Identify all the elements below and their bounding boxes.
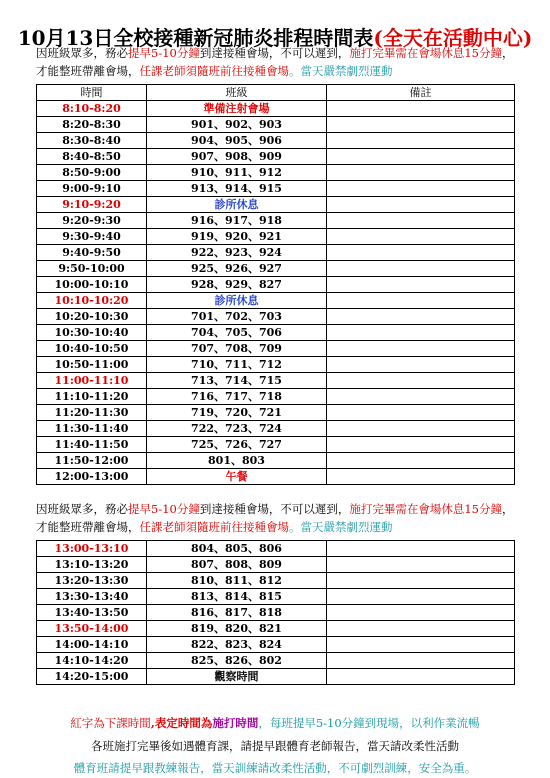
classes-cell: 725、726、727	[147, 437, 327, 453]
classes-cell: 919、920、921	[147, 229, 327, 245]
classes-cell: 707、708、709	[147, 341, 327, 357]
header-classes: 班級	[147, 85, 327, 101]
table-row	[37, 637, 515, 653]
time-cell: 9:20-9:30	[37, 213, 147, 229]
table-row	[37, 341, 515, 357]
notes-cell	[327, 149, 515, 165]
time-cell: 10:50-11:00	[37, 357, 147, 373]
table-row	[37, 293, 515, 309]
classes-cell: 819、820、821	[147, 621, 327, 637]
legend-red-text: 紅字為下課時間	[70, 716, 151, 730]
header-time: 時間	[37, 85, 147, 101]
schedule-table-am	[36, 84, 515, 485]
table-row	[37, 421, 515, 437]
classes-cell: 810、811、812	[147, 573, 327, 589]
classes-cell: 716、717、718	[147, 389, 327, 405]
classes-cell: 710、711、712	[147, 357, 327, 373]
notes-cell	[327, 453, 515, 469]
classes-cell: 診所休息	[147, 293, 327, 309]
classes-cell: 713、714、715	[147, 373, 327, 389]
table-row	[37, 197, 515, 213]
time-cell: 10:30-10:40	[37, 325, 147, 341]
notes-cell	[327, 405, 515, 421]
table-row	[37, 453, 515, 469]
table-row	[37, 405, 515, 421]
classes-cell: 916、917、918	[147, 213, 327, 229]
notice-highlight: 提早5-10分鐘	[128, 46, 200, 60]
time-cell: 8:30-8:40	[37, 133, 147, 149]
table-row	[37, 165, 515, 181]
time-cell: 9:00-9:10	[37, 181, 147, 197]
classes-cell: 913、914、915	[147, 181, 327, 197]
classes-cell: 準備注射會場	[147, 101, 327, 117]
notes-cell	[327, 293, 515, 309]
table-row	[37, 373, 515, 389]
time-cell: 11:50-12:00	[37, 453, 147, 469]
notice-warning: 。當天嚴禁劇烈運動	[289, 520, 393, 534]
title-location: (全天在活動中心)	[373, 26, 533, 50]
classes-cell: 928、929、827	[147, 277, 327, 293]
notes-cell	[327, 421, 515, 437]
time-cell: 10:00-10:10	[37, 277, 147, 293]
classes-cell: 925、926、927	[147, 261, 327, 277]
title-main: 10月13日全校接種新冠肺炎排程時間表	[17, 26, 374, 50]
notice-highlight: 施打完畢需在會場休息15分鐘	[349, 46, 502, 60]
classes-cell: 825、826、802	[147, 653, 327, 669]
notes-cell	[327, 669, 515, 685]
classes-cell: 816、817、818	[147, 605, 327, 621]
classes-cell: 診所休息	[147, 197, 327, 213]
schedule-table-pm	[36, 540, 515, 685]
table-row	[37, 589, 515, 605]
table-row	[37, 213, 515, 229]
table-row	[37, 149, 515, 165]
classes-cell: 901、902、903	[147, 117, 327, 133]
notes-cell	[327, 573, 515, 589]
time-cell: 9:30-9:40	[37, 229, 147, 245]
time-cell: 9:10-9:20	[37, 197, 147, 213]
notice-morning	[36, 44, 514, 80]
notes-cell	[327, 589, 515, 605]
notes-cell	[327, 389, 515, 405]
classes-cell: 910、911、912	[147, 165, 327, 181]
time-cell: 14:00-14:10	[37, 637, 147, 653]
time-cell: 8:20-8:30	[37, 117, 147, 133]
classes-cell: 807、808、809	[147, 557, 327, 573]
notes-cell	[327, 541, 515, 557]
time-cell: 13:30-13:40	[37, 589, 147, 605]
time-cell: 11:40-11:50	[37, 437, 147, 453]
table-row	[37, 541, 515, 557]
footer-legend	[0, 715, 550, 731]
time-cell: 8:40-8:50	[37, 149, 147, 165]
notes-cell	[327, 437, 515, 453]
notice-text: 因班級眾多，務必	[36, 46, 128, 60]
table-row	[37, 245, 515, 261]
time-cell: 13:20-13:30	[37, 573, 147, 589]
classes-cell: 804、805、806	[147, 541, 327, 557]
table-row	[37, 261, 515, 277]
classes-cell: 午餐	[147, 469, 327, 485]
notes-cell	[327, 605, 515, 621]
classes-cell: 922、923、924	[147, 245, 327, 261]
classes-cell: 701、702、703	[147, 309, 327, 325]
time-cell: 13:40-13:50	[37, 605, 147, 621]
notes-cell	[327, 357, 515, 373]
time-cell: 9:50-10:00	[37, 261, 147, 277]
classes-cell: 907、908、909	[147, 149, 327, 165]
notes-cell	[327, 133, 515, 149]
time-cell: 13:00-13:10	[37, 541, 147, 557]
table-row	[37, 229, 515, 245]
classes-cell: 觀察時間	[147, 669, 327, 685]
notes-cell	[327, 469, 515, 485]
notes-cell	[327, 181, 515, 197]
notice-text: 到達接種會場，不可以遲到，	[199, 502, 350, 516]
table-row	[37, 557, 515, 573]
time-cell: 14:20-15:00	[37, 669, 147, 685]
table-row	[37, 653, 515, 669]
legend-teal-text: ，每班提早5-10分鐘到現場，以利作業流暢	[258, 716, 480, 730]
classes-cell: 822、823、824	[147, 637, 327, 653]
time-cell: 9:40-9:50	[37, 245, 147, 261]
table-header-row	[37, 85, 515, 101]
table-row	[37, 669, 515, 685]
table-row	[37, 101, 515, 117]
table-row	[37, 389, 515, 405]
notice-highlight: 提早5-10分鐘	[128, 502, 200, 516]
table-row	[37, 621, 515, 637]
notes-cell	[327, 653, 515, 669]
table-row	[37, 437, 515, 453]
classes-cell: 722、723、724	[147, 421, 327, 437]
notes-cell	[327, 245, 515, 261]
time-cell: 11:00-11:10	[37, 373, 147, 389]
notes-cell	[327, 637, 515, 653]
header-notes: 備註	[327, 85, 515, 101]
notes-cell	[327, 373, 515, 389]
classes-cell: 801、803	[147, 453, 327, 469]
table-row	[37, 469, 515, 485]
table-row	[37, 133, 515, 149]
notes-cell	[327, 621, 515, 637]
classes-cell: 813、814、815	[147, 589, 327, 605]
time-cell: 11:20-11:30	[37, 405, 147, 421]
classes-cell: 719、720、721	[147, 405, 327, 421]
notes-cell	[327, 117, 515, 133]
table-row	[37, 309, 515, 325]
notes-cell	[327, 197, 515, 213]
table-row	[37, 357, 515, 373]
time-cell: 14:10-14:20	[37, 653, 147, 669]
classes-cell: 704、705、706	[147, 325, 327, 341]
notes-cell	[327, 325, 515, 341]
footer-pe-class-note: 各班施打完畢後如遇體育課，請提早跟體育老師報告，當天請改柔性活動	[91, 739, 459, 753]
notice-text: ，才能整班帶離會場，	[36, 502, 514, 534]
legend-purple-text: 施打時間	[212, 716, 259, 730]
notes-cell	[327, 261, 515, 277]
table-row	[37, 325, 515, 341]
notice-highlight: 任課老師須隨班前往接種會場	[139, 64, 289, 78]
time-cell: 10:10-10:20	[37, 293, 147, 309]
time-cell: 12:00-13:00	[37, 469, 147, 485]
notes-cell	[327, 341, 515, 357]
footer-pe-team-note: 體育班請提早跟教練報告，當天訓練請改柔性活動，不可劇烈訓練，安全為重。	[73, 761, 477, 775]
time-cell: 11:10-11:20	[37, 389, 147, 405]
time-cell: 13:50-14:00	[37, 621, 147, 637]
notice-highlight: 施打完畢需在會場休息15分鐘	[349, 502, 502, 516]
table-row	[37, 277, 515, 293]
time-cell: 11:30-11:40	[37, 421, 147, 437]
notes-cell	[327, 557, 515, 573]
time-cell: 10:20-10:30	[37, 309, 147, 325]
table-row	[37, 181, 515, 197]
notice-highlight: 任課老師須隨班前往接種會場	[139, 520, 289, 534]
notes-cell	[327, 101, 515, 117]
notice-text: 因班級眾多，務必	[36, 502, 128, 516]
notes-cell	[327, 277, 515, 293]
legend-text: ,表定時間為	[150, 716, 213, 730]
notes-cell	[327, 213, 515, 229]
notes-cell	[327, 229, 515, 245]
time-cell: 13:10-13:20	[37, 557, 147, 573]
time-cell: 8:10-8:20	[37, 101, 147, 117]
time-cell: 10:40-10:50	[37, 341, 147, 357]
notice-afternoon	[36, 500, 514, 536]
table-row	[37, 605, 515, 621]
notice-warning: 。當天嚴禁劇烈運動	[289, 64, 393, 78]
notice-text: ，才能整班帶離會場，	[36, 46, 514, 78]
classes-cell: 904、905、906	[147, 133, 327, 149]
notes-cell	[327, 165, 515, 181]
time-cell: 8:50-9:00	[37, 165, 147, 181]
notice-text: 到達接種會場，不可以遲到，	[199, 46, 350, 60]
notes-cell	[327, 309, 515, 325]
table-row	[37, 573, 515, 589]
table-row	[37, 117, 515, 133]
